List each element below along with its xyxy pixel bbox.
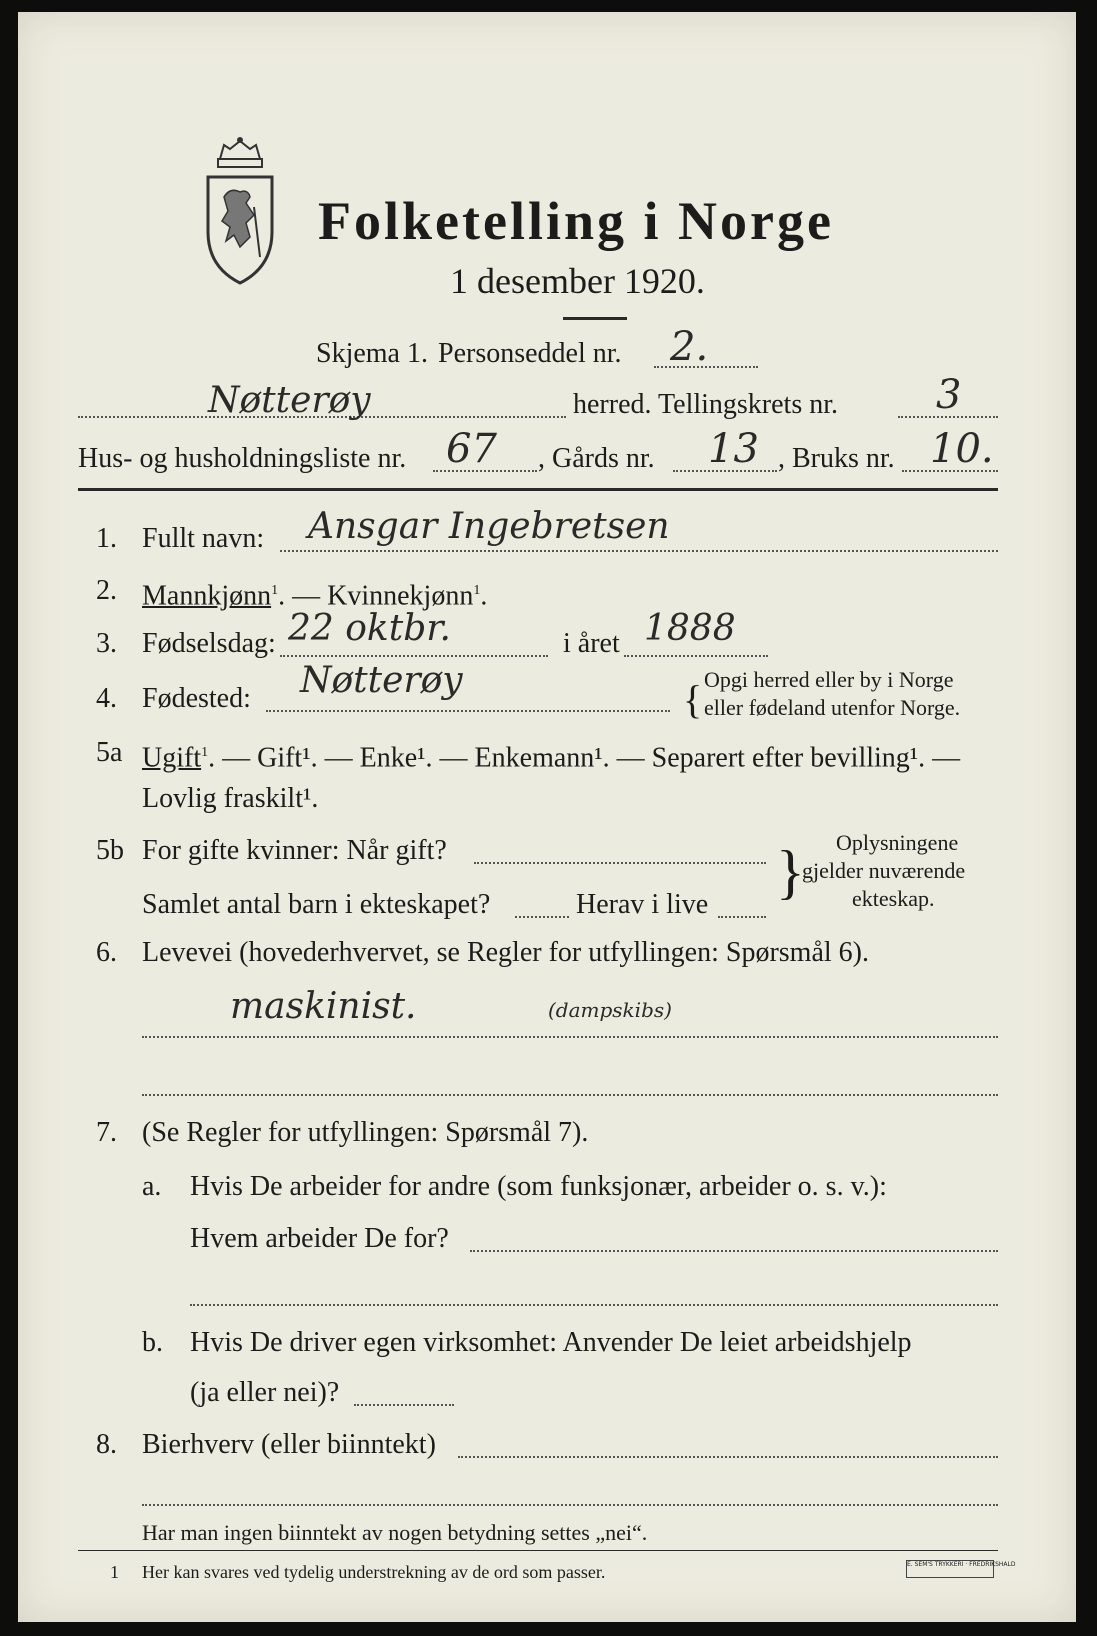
q2-options: Mannkjønn$^1$. — Kvinnekjønn$^1$.: [142, 580, 488, 612]
hired-help-field[interactable]: [354, 1404, 454, 1406]
q3-label: Fødselsdag:: [142, 628, 276, 659]
footnote-divider: [78, 1550, 998, 1551]
children-alive-field[interactable]: [718, 916, 766, 918]
option-mannkjonn[interactable]: Mannkjønn: [142, 580, 272, 612]
option-ugift[interactable]: Ugift: [142, 742, 202, 774]
birthyear-value: 1888: [644, 608, 736, 649]
q5b-note-2: gjelder nuværende: [802, 858, 966, 883]
bruks-value: 10.: [930, 426, 994, 472]
personseddel-label: Personseddel nr.: [438, 338, 622, 369]
brace-left: {: [683, 677, 703, 722]
q8-label: Bierhverv (eller biinntekt): [142, 1429, 436, 1460]
q2-number: 2.: [96, 575, 117, 606]
q7a-question: Hvem arbeider De for?: [190, 1223, 449, 1254]
occupation-note: (dampskibs): [548, 998, 672, 1022]
q5b-note-3: ekteskap.: [852, 886, 935, 911]
q5b-number: 5b: [96, 835, 124, 866]
census-form-page: [18, 12, 1076, 1622]
q7b-letter: b.: [142, 1327, 163, 1358]
gards-label: , Gårds nr.: [538, 443, 655, 474]
q7-number: 7.: [96, 1117, 117, 1148]
q3-number: 3.: [96, 628, 117, 659]
q7a-letter: a.: [142, 1171, 162, 1202]
skjema-label: Skjema 1.: [316, 338, 428, 369]
coat-of-arms-icon: [200, 137, 280, 287]
q2-end: .: [480, 580, 488, 612]
hus-label: Hus- og husholdningsliste nr.: [78, 443, 407, 474]
option-separator: . — Kvinnekjønn: [278, 580, 474, 612]
side-income-field-2[interactable]: [142, 1504, 998, 1506]
q5b-line2a: Samlet antal barn i ekteskapet?: [142, 889, 491, 920]
q5b-line2b: Herav i live: [576, 889, 709, 920]
q4-label: Fødested:: [142, 683, 251, 714]
q7a-text: Hvis De arbeider for andre (som funksjonær, arbeider o. s. v.):: [190, 1171, 887, 1202]
header-divider: [78, 488, 998, 491]
occupation-field-2[interactable]: [142, 1094, 998, 1096]
employer-field[interactable]: [470, 1250, 998, 1252]
birthdate-value: 22 oktbr.: [288, 608, 451, 649]
census-date: 1 desember 1920.: [450, 261, 705, 301]
herred-value: Nøtterøy: [208, 380, 371, 421]
occupation-value: maskinist.: [230, 986, 417, 1027]
q6-number: 6.: [96, 937, 117, 968]
q4-note-2: eller fødeland utenfor Norge.: [704, 695, 961, 720]
personseddel-value: 2.: [670, 324, 709, 370]
children-field[interactable]: [515, 916, 569, 918]
full-name-field[interactable]: [280, 550, 998, 552]
q4-number: 4.: [96, 683, 117, 714]
bruks-label: , Bruks nr.: [778, 443, 895, 474]
q5a-other-options: . — Gift¹. — Enke¹. — Enkemann¹. — Separert efter bevilling¹. —: [208, 742, 961, 774]
brace-right: }: [776, 839, 805, 905]
herred-label: herred. Tellingskrets nr.: [573, 389, 839, 420]
q8-number: 8.: [96, 1429, 117, 1460]
q7b-question: (ja eller nei)?: [190, 1377, 340, 1408]
birthplace-value: Nøtterøy: [300, 660, 463, 701]
q7b-text: Hvis De driver egen virksomhet: Anvender De leiet arbeidshjelp: [190, 1327, 912, 1358]
full-name-value: Ansgar Ingebretsen: [308, 506, 670, 547]
birthdate-field[interactable]: [280, 655, 548, 657]
biinntekt-note: Har man ingen biinntekt av nogen betydning settes „nei“.: [142, 1520, 648, 1545]
q5b-line1: For gifte kvinner: Når gift?: [142, 835, 447, 866]
tellingskrets-value: 3: [936, 372, 962, 418]
form-title: Folketelling i Norge: [318, 191, 834, 251]
q6-label: Levevei (hovederhvervet, se Regler for utfyllingen: Spørsmål 6).: [142, 937, 869, 968]
q1-label: Fullt navn:: [142, 523, 265, 554]
printer-stamp: E. SEM'S TRYKKERI · FREDRIKSHALD: [906, 1560, 994, 1578]
q4-note-1: Opgi herred eller by i Norge: [704, 667, 954, 692]
gards-value: 13: [708, 426, 759, 472]
q5a-number: 5a: [96, 737, 123, 768]
occupation-field[interactable]: [142, 1036, 998, 1038]
birthyear-field[interactable]: [624, 655, 768, 657]
hus-value: 67: [446, 426, 497, 472]
employer-field-2[interactable]: [190, 1304, 998, 1306]
q7-label: (Se Regler for utfyllingen: Spørsmål 7).: [142, 1117, 589, 1148]
birthplace-field[interactable]: [266, 710, 670, 712]
title-divider: [563, 317, 627, 320]
side-income-field[interactable]: [458, 1456, 998, 1458]
q5a-options: Ugift$^1$. — Gift¹. — Enke¹. — Enkemann¹. — Separert efter bevilling¹. —: [142, 742, 961, 774]
footnote-text: Her kan svares ved tydelig understrekning av de ord som passer.: [142, 1562, 606, 1582]
q5a-line2: Lovlig fraskilt¹.: [142, 783, 319, 814]
married-date-field[interactable]: [474, 862, 766, 864]
year-label: i året: [563, 628, 620, 659]
q5b-note-1: Oplysningene: [836, 830, 959, 855]
q1-number: 1.: [96, 523, 117, 554]
footnote-number: 1: [110, 1562, 119, 1582]
